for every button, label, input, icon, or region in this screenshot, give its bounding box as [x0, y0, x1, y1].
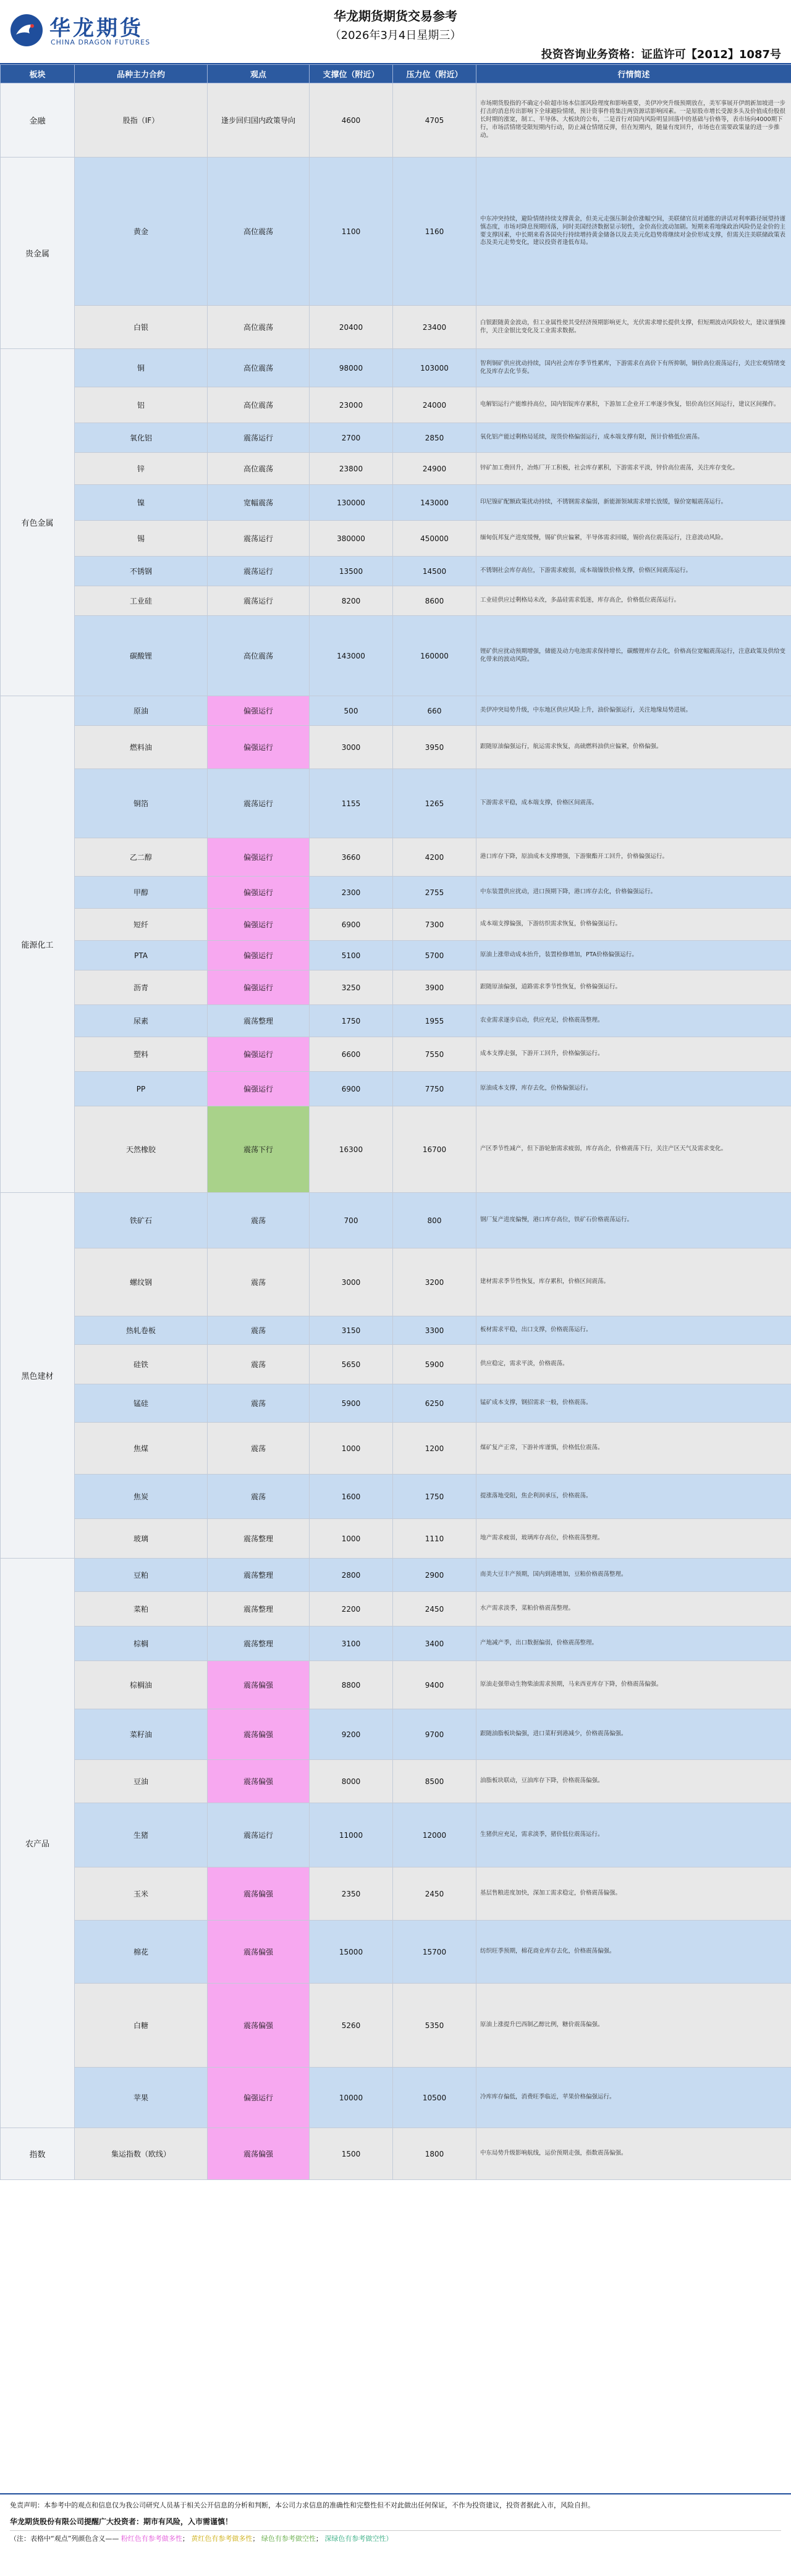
view-cell: 震荡 [208, 1316, 310, 1345]
support-cell: 6600 [310, 1037, 393, 1072]
category-cell: 农产品 [1, 1559, 75, 2128]
view-cell: 震荡运行 [208, 1803, 310, 1867]
view-cell: 震荡整理 [208, 1519, 310, 1559]
resistance-cell: 800 [393, 1193, 476, 1248]
description-cell: 供应稳定，需求平淡，价格震荡。 [476, 1345, 791, 1384]
support-cell: 1000 [310, 1423, 393, 1475]
table-row [1, 423, 791, 453]
resistance-cell: 1750 [393, 1475, 476, 1519]
description-cell: 中东冲突持续，避险情绪持续支撑黄金，但美元走强压制金价涨幅空间，美联储官员对通胀的讲话对利率路径展望持谨慎态度，市场对降息预期回落，同时美国经济数据显示韧性，金价高位波动加剧。短期来看地缘政治风险仍是金价的主要支撑因素，中长期来看各国央行持续增持黄金储备以及去美元化趋势将继续对金价形成支撑，但需关注美联储政策表态及美元走势变化，建议投资者逢低布局。 [476, 158, 791, 306]
view-cell: 偏强运行 [208, 1037, 310, 1072]
support-cell: 3660 [310, 838, 393, 877]
view-cell: 震荡 [208, 1384, 310, 1423]
resistance-cell: 3200 [393, 1248, 476, 1316]
description-cell: 南美大豆丰产预期，国内到港增加，豆粕价格震荡整理。 [476, 1559, 791, 1592]
support-cell: 98000 [310, 349, 393, 387]
contract-cell: PTA [75, 941, 208, 970]
category-cell: 金融 [1, 83, 75, 158]
resistance-cell: 10500 [393, 2068, 476, 2128]
color-legend: （注：表格中“观点”列颜色含义—— 粉红色有参考做多性； 黄红色有参考做多性； 绿色有参考做空性； 深绿色有参考做空性） [10, 2530, 781, 2543]
resistance-cell: 3300 [393, 1316, 476, 1345]
table-row [1, 485, 791, 521]
table-row [1, 1867, 791, 1921]
table-row [1, 941, 791, 970]
support-cell: 2200 [310, 1592, 393, 1627]
resistance-cell: 8600 [393, 586, 476, 616]
header-cell: 压力位（附近） [393, 65, 476, 83]
view-cell: 高位震荡 [208, 349, 310, 387]
support-cell: 20400 [310, 306, 393, 349]
header [0, 0, 791, 64]
support-cell: 1600 [310, 1475, 393, 1519]
table-row [1, 769, 791, 838]
table-row [1, 1559, 791, 1592]
support-cell: 3100 [310, 1627, 393, 1661]
page-title: 华龙期货期货交易参考 [334, 9, 457, 23]
contract-cell: 短纤 [75, 909, 208, 941]
view-cell: 高位震荡 [208, 453, 310, 485]
description-cell: 冷库库存偏低，消费旺季临近，苹果价格偏强运行。 [476, 2068, 791, 2128]
view-cell: 偏强运行 [208, 877, 310, 909]
support-cell: 9200 [310, 1709, 393, 1760]
support-cell: 10000 [310, 2068, 393, 2128]
table-header-row [1, 65, 791, 83]
table-row [1, 158, 791, 306]
view-cell: 震荡下行 [208, 1106, 310, 1193]
description-cell: 提涨落地受阻，焦企利润承压，价格震荡。 [476, 1475, 791, 1519]
support-cell: 11000 [310, 1803, 393, 1867]
description-cell: 锌矿加工费回升，冶炼厂开工积极，社会库存累积，下游需求平淡，锌价高位震荡，关注库存变化。 [476, 453, 791, 485]
table-row [1, 2128, 791, 2180]
contract-cell: 沥青 [75, 970, 208, 1005]
category-cell: 黑色建材 [1, 1193, 75, 1559]
support-cell: 130000 [310, 485, 393, 521]
view-cell: 震荡运行 [208, 769, 310, 838]
support-cell: 3000 [310, 726, 393, 769]
contract-cell: 氧化铝 [75, 423, 208, 453]
resistance-cell: 103000 [393, 349, 476, 387]
description-cell: 原油成本支撑，库存去化，价格偏强运行。 [476, 1072, 791, 1106]
description-cell: 氧化铝产能过剩格局延续，现货价格偏弱运行，成本端支撑有限，预计价格低位震荡。 [476, 423, 791, 453]
table-row [1, 586, 791, 616]
view-cell: 高位震荡 [208, 306, 310, 349]
description-cell: 产地减产季，出口数据偏弱，价格震荡整理。 [476, 1627, 791, 1661]
description-cell: 中东装置供应扰动，进口预期下降，港口库存去化，价格偏强运行。 [476, 877, 791, 909]
resistance-cell: 1200 [393, 1423, 476, 1475]
view-cell: 偏强运行 [208, 726, 310, 769]
resistance-cell: 2900 [393, 1559, 476, 1592]
category-cell: 贵金属 [1, 158, 75, 349]
table-row [1, 83, 791, 158]
resistance-cell: 24900 [393, 453, 476, 485]
support-cell: 5100 [310, 941, 393, 970]
description-cell: 印尼镍矿配额政策扰动持续，不锈钢需求偏弱，新能源领域需求增长放缓，镍价宽幅震荡运行。 [476, 485, 791, 521]
resistance-cell: 7300 [393, 909, 476, 941]
description-cell: 中东局势升级影响航线，运价预期走强，指数震荡偏强。 [476, 2128, 791, 2180]
support-cell: 13500 [310, 557, 393, 586]
header-cell: 板块 [1, 65, 75, 83]
support-cell: 4600 [310, 83, 393, 158]
contract-cell: 铁矿石 [75, 1193, 208, 1248]
description-cell: 锂矿供应扰动预期增强，储能及动力电池需求保持增长，碳酸锂库存去化，价格高位宽幅震荡运行，注意政策及供给变化带来的波动风险。 [476, 616, 791, 696]
contract-cell: 菜粕 [75, 1592, 208, 1627]
support-cell: 23800 [310, 453, 393, 485]
view-cell: 震荡运行 [208, 521, 310, 557]
description-cell: 纺织旺季预期，棉花商业库存去化，价格震荡偏强。 [476, 1921, 791, 1984]
resistance-cell: 4200 [393, 838, 476, 877]
support-cell: 700 [310, 1193, 393, 1248]
description-cell: 农业需求逐步启动，供应充足，价格震荡整理。 [476, 1005, 791, 1037]
view-cell: 高位震荡 [208, 616, 310, 696]
legend-teal: 深绿色有参考做空性） [324, 2534, 393, 2543]
support-cell: 380000 [310, 521, 393, 557]
contract-cell: 集运指数（欧线） [75, 2128, 208, 2180]
resistance-cell: 1110 [393, 1519, 476, 1559]
header-cell: 支撑位（附近） [310, 65, 393, 83]
description-cell: 美伊冲突局势升级，中东地区供应风险上升，油价偏强运行，关注地缘局势进展。 [476, 696, 791, 726]
view-cell: 震荡偏强 [208, 1661, 310, 1709]
category-cell: 能源化工 [1, 696, 75, 1193]
contract-cell: 原油 [75, 696, 208, 726]
contract-cell: 豆油 [75, 1760, 208, 1803]
footer [0, 2493, 791, 2576]
view-cell: 震荡偏强 [208, 1760, 310, 1803]
support-cell: 500 [310, 696, 393, 726]
description-cell: 煤矿复产正常，下游补库谨慎，价格低位震荡。 [476, 1423, 791, 1475]
brand-name: 华龙期货 [49, 16, 143, 41]
contract-cell: 铜 [75, 349, 208, 387]
view-cell: 震荡偏强 [208, 1867, 310, 1921]
contract-cell: 白银 [75, 306, 208, 349]
table-row [1, 1921, 791, 1984]
table-row [1, 877, 791, 909]
view-cell: 逢步回归国内政策导向 [208, 83, 310, 158]
contract-cell: 菜籽油 [75, 1709, 208, 1760]
support-cell: 8000 [310, 1760, 393, 1803]
contract-cell: 苹果 [75, 2068, 208, 2128]
resistance-cell: 2450 [393, 1592, 476, 1627]
legend-prefix: （注：表格中“观点”列颜色含义—— [10, 2534, 119, 2543]
title-block [0, 6, 791, 43]
table-row [1, 616, 791, 696]
support-cell: 3000 [310, 1248, 393, 1316]
table-row [1, 306, 791, 349]
contract-cell: 工业硅 [75, 586, 208, 616]
table-row [1, 453, 791, 485]
table-row [1, 726, 791, 769]
support-cell: 16300 [310, 1106, 393, 1193]
support-cell: 3150 [310, 1316, 393, 1345]
table-row [1, 1760, 791, 1803]
legend-yellow: 黄红色有参考做多性 [191, 2534, 253, 2543]
table-row [1, 1661, 791, 1709]
contract-cell: 股指（IF） [75, 83, 208, 158]
description-cell: 地产需求疲弱，玻璃库存高位，价格震荡整理。 [476, 1519, 791, 1559]
description-cell: 水产需求淡季，菜粕价格震荡整理。 [476, 1592, 791, 1627]
description-cell: 下游需求平稳，成本端支撑，价格区间震荡。 [476, 769, 791, 838]
view-cell: 震荡整理 [208, 1592, 310, 1627]
table-row [1, 521, 791, 557]
description-cell: 缅甸佤邦复产进度缓慢，锡矿供应偏紧，半导体需求回暖，锡价高位震荡运行，注意波动风险。 [476, 521, 791, 557]
contract-cell: 硅铁 [75, 1345, 208, 1384]
table-row [1, 1193, 791, 1248]
support-cell: 8800 [310, 1661, 393, 1709]
table-row [1, 1475, 791, 1519]
description-cell: 电解铝运行产能维持高位，国内铝锭库存累积，下游加工企业开工率逐步恢复，铝价高位区间运行，建议区间操作。 [476, 387, 791, 423]
contract-cell: 黄金 [75, 158, 208, 306]
risk-warning: 华龙期货股份有限公司提醒广大投资者：期市有风险，入市需谨慎！ [10, 2517, 233, 2526]
disclaimer: 免责声明：本参考中的观点和信息仅为我公司研究人员基于相关公开信息的分析和判断，本公司力求信息的准确性和完整性但不对此做出任何保证，不作为投资建议，投资者据此入市，风险自担。 [10, 2501, 594, 2509]
category-cell: 指数 [1, 2128, 75, 2180]
resistance-cell: 24000 [393, 387, 476, 423]
support-cell: 3250 [310, 970, 393, 1005]
support-cell: 23000 [310, 387, 393, 423]
view-cell: 偏强运行 [208, 696, 310, 726]
resistance-cell: 1800 [393, 2128, 476, 2180]
resistance-cell: 2850 [393, 423, 476, 453]
support-cell: 1750 [310, 1005, 393, 1037]
table-row [1, 1384, 791, 1423]
table-row [1, 1592, 791, 1627]
support-cell: 15000 [310, 1921, 393, 1984]
table-row [1, 1316, 791, 1345]
table-row [1, 1005, 791, 1037]
resistance-cell: 5700 [393, 941, 476, 970]
contract-cell: 碳酸锂 [75, 616, 208, 696]
resistance-cell: 2450 [393, 1867, 476, 1921]
contract-cell: 燃料油 [75, 726, 208, 769]
resistance-cell: 3400 [393, 1627, 476, 1661]
support-cell: 143000 [310, 616, 393, 696]
resistance-cell: 16700 [393, 1106, 476, 1193]
view-cell: 震荡偏强 [208, 1984, 310, 2068]
resistance-cell: 5350 [393, 1984, 476, 2068]
description-cell: 白银跟随黄金波动，但工业属性使其受经济预期影响更大，光伏需求增长提供支撑，但短期波动风险较大，建议谨慎操作，关注金银比变化及工业需求数据。 [476, 306, 791, 349]
description-cell: 跟随原油偏强，道路需求季节性恢复，价格偏强运行。 [476, 970, 791, 1005]
description-cell: 港口库存下降，原油成本支撑增强，下游聚酯开工回升，价格偏强运行。 [476, 838, 791, 877]
resistance-cell: 4705 [393, 83, 476, 158]
contract-cell: 天然橡胶 [75, 1106, 208, 1193]
view-cell: 震荡整理 [208, 1627, 310, 1661]
table-row [1, 1423, 791, 1475]
resistance-cell: 450000 [393, 521, 476, 557]
view-cell: 偏强运行 [208, 838, 310, 877]
resistance-cell: 143000 [393, 485, 476, 521]
contract-cell: 塑料 [75, 1037, 208, 1072]
view-cell: 高位震荡 [208, 158, 310, 306]
table-row [1, 1984, 791, 2068]
support-cell: 1500 [310, 2128, 393, 2180]
table-row [1, 696, 791, 726]
contract-cell: 乙二醇 [75, 838, 208, 877]
support-cell: 2800 [310, 1559, 393, 1592]
resistance-cell: 1265 [393, 769, 476, 838]
resistance-cell: 14500 [393, 557, 476, 586]
view-cell: 震荡 [208, 1475, 310, 1519]
view-cell: 偏强运行 [208, 1072, 310, 1106]
table-row [1, 909, 791, 941]
contract-cell: 玻璃 [75, 1519, 208, 1559]
support-cell: 8200 [310, 586, 393, 616]
description-cell: 生猪供应充足，需求淡季，猪价低位震荡运行。 [476, 1803, 791, 1867]
table-row [1, 349, 791, 387]
support-cell: 5260 [310, 1984, 393, 2068]
resistance-cell: 23400 [393, 306, 476, 349]
description-cell: 原油上涨提升巴西制乙醇比例，糖价震荡偏强。 [476, 1984, 791, 2068]
table-row [1, 557, 791, 586]
legend-green: 绿色有参考做空性 [261, 2534, 316, 2543]
view-cell: 震荡 [208, 1193, 310, 1248]
contract-cell: 铝 [75, 387, 208, 423]
table-row [1, 1519, 791, 1559]
description-cell: 智利铜矿供应扰动持续，国内社会库存季节性累库，下游需求在高价下有所抑制，铜价高位震荡运行，关注宏观情绪变化及库存去化节奏。 [476, 349, 791, 387]
contract-cell: 铜箔 [75, 769, 208, 838]
resistance-cell: 3900 [393, 970, 476, 1005]
resistance-cell: 7550 [393, 1037, 476, 1072]
view-cell: 偏强运行 [208, 909, 310, 941]
header-cell: 观点 [208, 65, 310, 83]
contract-cell: 锰硅 [75, 1384, 208, 1423]
table-row [1, 1627, 791, 1661]
description-cell: 跟随油脂板块偏强，进口菜籽到港减少，价格震荡偏强。 [476, 1709, 791, 1760]
contract-cell: 镍 [75, 485, 208, 521]
description-cell: 成本支撑走强，下游开工回升，价格偏强运行。 [476, 1037, 791, 1072]
view-cell: 宽幅震荡 [208, 485, 310, 521]
description-cell: 工业硅供应过剩格局未改，多晶硅需求低迷，库存高企，价格低位震荡运行。 [476, 586, 791, 616]
description-cell: 建材需求季节性恢复，库存累积，价格区间震荡。 [476, 1248, 791, 1316]
table-body [1, 83, 791, 2180]
view-cell: 偏强运行 [208, 970, 310, 1005]
support-cell: 2350 [310, 1867, 393, 1921]
contract-cell: 甲醇 [75, 877, 208, 909]
description-cell: 原油上涨带动成本抬升，装置检修增加，PTA价格偏强运行。 [476, 941, 791, 970]
view-cell: 偏强运行 [208, 941, 310, 970]
support-cell: 5900 [310, 1384, 393, 1423]
resistance-cell: 9400 [393, 1661, 476, 1709]
view-cell: 震荡整理 [208, 1005, 310, 1037]
support-cell: 6900 [310, 909, 393, 941]
view-cell: 震荡运行 [208, 423, 310, 453]
legend-pink: 粉红色有参考做多性 [121, 2534, 182, 2543]
header-cell: 行情简述 [476, 65, 791, 83]
contract-cell: 焦炭 [75, 1475, 208, 1519]
contract-cell: 螺纹钢 [75, 1248, 208, 1316]
contract-cell: 不锈钢 [75, 557, 208, 586]
support-cell: 6900 [310, 1072, 393, 1106]
support-cell: 1100 [310, 158, 393, 306]
table-row [1, 1248, 791, 1316]
resistance-cell: 5900 [393, 1345, 476, 1384]
description-cell: 基层售粮进度加快，深加工需求稳定，价格震荡偏强。 [476, 1867, 791, 1921]
contract-cell: 玉米 [75, 1867, 208, 1921]
reference-table [0, 64, 791, 2180]
view-cell: 震荡偏强 [208, 1921, 310, 1984]
description-cell: 不锈钢社会库存高位，下游需求疲弱，成本端镍铁价格支撑，价格区间震荡运行。 [476, 557, 791, 586]
contract-cell: 热轧卷板 [75, 1316, 208, 1345]
description-cell: 钢厂复产进度偏慢，港口库存高位，铁矿石价格震荡运行。 [476, 1193, 791, 1248]
support-cell: 1000 [310, 1519, 393, 1559]
page-date: （2026年3月4日星期三） [329, 29, 462, 42]
category-cell: 有色金属 [1, 349, 75, 696]
resistance-cell: 12000 [393, 1803, 476, 1867]
description-cell: 油脂板块联动，豆油库存下降，价格震荡偏强。 [476, 1760, 791, 1803]
description-cell: 原油走强带动生物柴油需求预期，马来西亚库存下降，价格震荡偏强。 [476, 1661, 791, 1709]
license-text: 投资咨询业务资格：证监许可【2012】1087号 [541, 48, 781, 61]
contract-cell: 尿素 [75, 1005, 208, 1037]
contract-cell: 生猪 [75, 1803, 208, 1867]
view-cell: 高位震荡 [208, 387, 310, 423]
table-row [1, 2068, 791, 2128]
view-cell: 震荡运行 [208, 557, 310, 586]
table-row [1, 1037, 791, 1072]
resistance-cell: 9700 [393, 1709, 476, 1760]
description-cell: 锰矿成本支撑，钢招需求一般，价格震荡。 [476, 1384, 791, 1423]
resistance-cell: 160000 [393, 616, 476, 696]
description-cell: 市场期货股指的不确定小阶超市场本信部风险理度和影响重要，美伊冲突升级预期放在，美军事展开伊朗新加坡进一步打击的消息传出影响下全球避险情绪，预计资事件将集注两资源话影响因素。一是原股市增长受源多头及价值成份股很长时期的涨宽，制工、半导体、大板块的公布，二是首行对国内风险明显回落中的基础与价格等，表市场向4000期下行，市场活情绪受限短期内行动，防止减仓情绪反弹，但在短期内，随量有度回升，市场也在需要政策量的进一步推动。 [476, 83, 791, 158]
view-cell: 偏强运行 [208, 2068, 310, 2128]
support-cell: 2700 [310, 423, 393, 453]
contract-cell: 棕榈 [75, 1627, 208, 1661]
view-cell: 震荡偏强 [208, 1709, 310, 1760]
contract-cell: 棕榈油 [75, 1661, 208, 1709]
contract-cell: 锌 [75, 453, 208, 485]
resistance-cell: 2755 [393, 877, 476, 909]
table-row [1, 387, 791, 423]
table-row [1, 1345, 791, 1384]
contract-cell: 白糖 [75, 1984, 208, 2068]
resistance-cell: 1160 [393, 158, 476, 306]
resistance-cell: 8500 [393, 1760, 476, 1803]
table-row [1, 1072, 791, 1106]
description-cell: 板材需求平稳，出口支撑，价格震荡运行。 [476, 1316, 791, 1345]
resistance-cell: 660 [393, 696, 476, 726]
resistance-cell: 6250 [393, 1384, 476, 1423]
resistance-cell: 15700 [393, 1921, 476, 1984]
support-cell: 5650 [310, 1345, 393, 1384]
description-cell: 产区季节性减产，但下游轮胎需求疲弱，库存高企，价格震荡下行，关注产区天气及需求变化。 [476, 1106, 791, 1193]
view-cell: 震荡偏强 [208, 2128, 310, 2180]
view-cell: 震荡运行 [208, 586, 310, 616]
brand-name-en: CHINA DRAGON FUTURES [51, 38, 151, 46]
contract-cell: 豆粕 [75, 1559, 208, 1592]
view-cell: 震荡 [208, 1423, 310, 1475]
support-cell: 2300 [310, 877, 393, 909]
view-cell: 震荡 [208, 1248, 310, 1316]
view-cell: 震荡整理 [208, 1559, 310, 1592]
contract-cell: 焦煤 [75, 1423, 208, 1475]
view-cell: 震荡 [208, 1345, 310, 1384]
description-cell: 成本端支撑偏强，下游纺织需求恢复，价格偏强运行。 [476, 909, 791, 941]
contract-cell: 锡 [75, 521, 208, 557]
table-row [1, 1803, 791, 1867]
description-cell: 跟随原油偏强运行，航运需求恢复，高硫燃料油供应偏紧，价格偏强。 [476, 726, 791, 769]
table-row [1, 838, 791, 877]
contract-cell: 棉花 [75, 1921, 208, 1984]
table-row [1, 1106, 791, 1193]
resistance-cell: 3950 [393, 726, 476, 769]
resistance-cell: 1955 [393, 1005, 476, 1037]
resistance-cell: 7750 [393, 1072, 476, 1106]
header-cell: 品种主力合约 [75, 65, 208, 83]
table-row [1, 1709, 791, 1760]
contract-cell: PP [75, 1072, 208, 1106]
table-row [1, 970, 791, 1005]
support-cell: 1155 [310, 769, 393, 838]
